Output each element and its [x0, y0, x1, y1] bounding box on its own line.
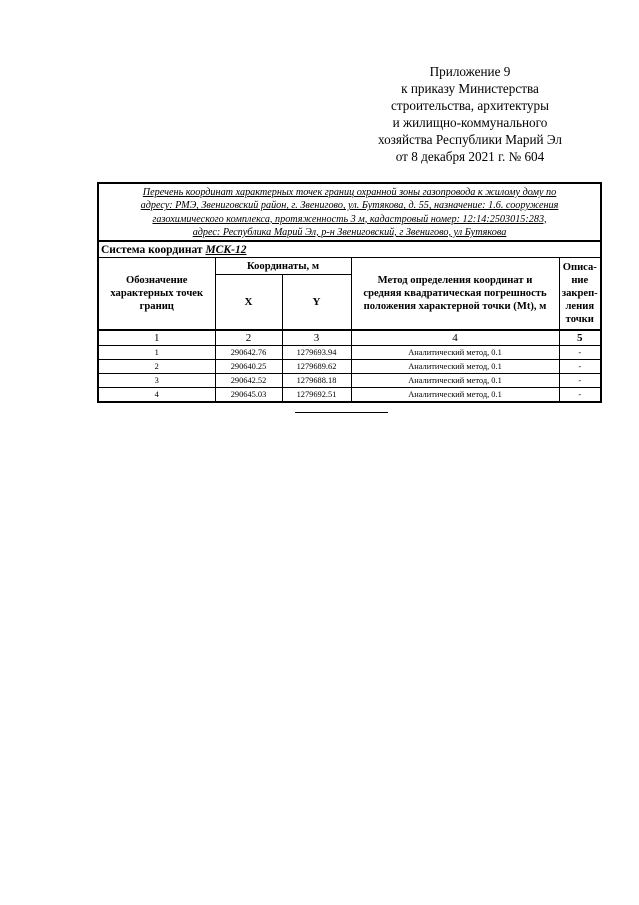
- header-coordinates: Координаты, м: [215, 258, 351, 275]
- table-title-line: газохимического комплекса, протяженность 3 м, кадастровый номер: 12:14:2503015:283,: [152, 213, 547, 225]
- cell-method: Аналитический метод, 0.1: [351, 360, 559, 374]
- cell-y: 1279689.62: [282, 360, 351, 374]
- coordinates-table: [97, 182, 602, 403]
- cell-point: 2: [98, 360, 215, 374]
- table-row: [98, 346, 601, 360]
- cell-description: -: [559, 346, 601, 360]
- column-number: 3: [282, 330, 351, 346]
- table-title-line: адресу: РМЭ, Звениговский район, г. Звенигово, ул. Бутякова, д. 55, назначение: 1.6. сооружения: [140, 200, 559, 212]
- closing-rule: [295, 412, 388, 413]
- header-designation: Обозначение характерных точек границ: [98, 258, 215, 331]
- header-y: Y: [282, 275, 351, 331]
- header-method: Метод определения координат и средняя квадратическая погрешность положения характерной точки (Mt), м: [351, 258, 559, 331]
- cell-description: -: [559, 388, 601, 403]
- column-numbers-row: [98, 330, 601, 346]
- header-x: X: [215, 275, 282, 331]
- table-title-line: адрес: Республика Марий Эл, р-н Звениговский, г Звенигово, ул Бутякова: [192, 226, 507, 238]
- cell-description: -: [559, 360, 601, 374]
- appendix-line: и жилищно-коммунального: [392, 115, 548, 130]
- appendix-header: [350, 63, 590, 165]
- table-row: [98, 388, 601, 403]
- header-description: Описа-ние закреп-ления точки: [559, 258, 601, 331]
- cell-x: 290645.03: [215, 388, 282, 403]
- appendix-line: к приказу Министерства: [401, 81, 539, 96]
- cell-y: 1279693.94: [282, 346, 351, 360]
- column-number: 4: [351, 330, 559, 346]
- cell-description: -: [559, 374, 601, 388]
- column-number: 5: [559, 330, 601, 346]
- cell-point: 4: [98, 388, 215, 403]
- cell-method: Аналитический метод, 0.1: [351, 346, 559, 360]
- appendix-line: хозяйства Республики Марий Эл: [378, 132, 562, 147]
- cell-x: 290642.52: [215, 374, 282, 388]
- table-title: [98, 183, 601, 241]
- cell-y: 1279692.51: [282, 388, 351, 403]
- coordinate-system-value: МСК-12: [205, 243, 247, 256]
- table-title-line: Перечень координат характерных точек границ охранной зоны газопровода к жилому дому по: [142, 187, 557, 198]
- cell-y: 1279688.18: [282, 374, 351, 388]
- appendix-line: от 8 декабря 2021 г. № 604: [395, 149, 545, 164]
- cell-point: 1: [98, 346, 215, 360]
- cell-x: 290640.25: [215, 360, 282, 374]
- cell-x: 290642.76: [215, 346, 282, 360]
- coordinate-system-label: Система координат: [101, 243, 203, 256]
- appendix-line: строительства, архитектуры: [391, 98, 549, 113]
- appendix-line: Приложение 9: [429, 64, 511, 79]
- cell-method: Аналитический метод, 0.1: [351, 388, 559, 403]
- table-row: [98, 374, 601, 388]
- table-row: [98, 360, 601, 374]
- column-number: 1: [98, 330, 215, 346]
- cell-method: Аналитический метод, 0.1: [351, 374, 559, 388]
- column-number: 2: [215, 330, 282, 346]
- cell-point: 3: [98, 374, 215, 388]
- coordinate-system: [98, 241, 601, 258]
